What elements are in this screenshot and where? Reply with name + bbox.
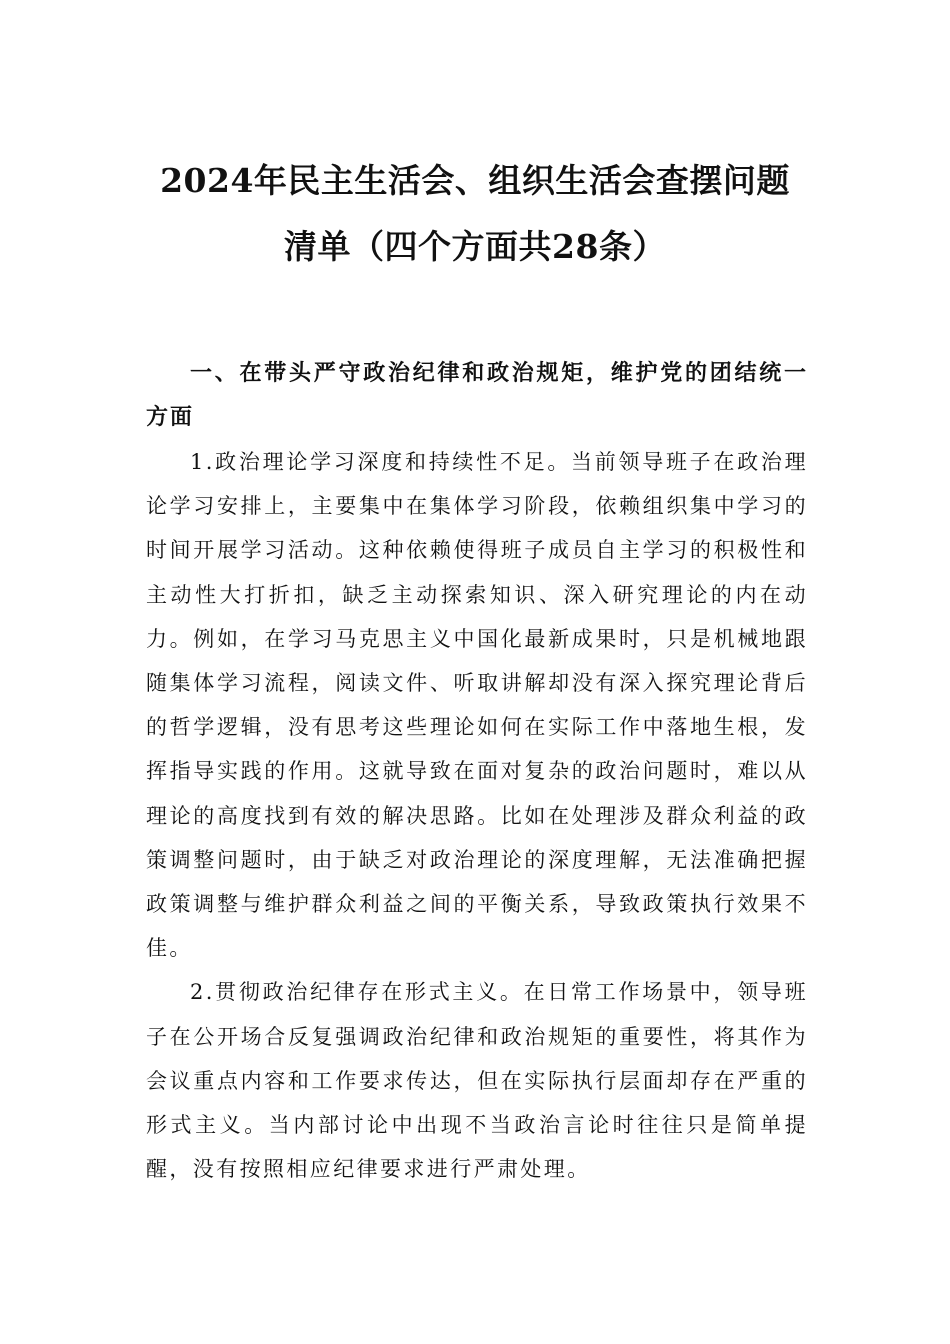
list-item-2: 2.贯彻政治纪律存在形式主义。在日常工作场景中，领导班子在公开场合反复强调政治纪律和政治规矩的重要性，将其作为会议重点内容和工作要求传达，但在实际执行层面却存在严重的形式主义。当内部讨论中出现不当政治言论时往往只是简单提醒，没有按照相应纪律要求进行严肃处理。: [146, 980, 808, 1182]
title-line-1: 2024年民主生活会、组织生活会查摆问题: [160, 161, 790, 200]
section-heading-1: 一、在带头严守政治纪律和政治规矩，维护党的团结统一方面: [146, 361, 808, 430]
title-line-2: 清单（四个方面共28条）: [284, 227, 666, 266]
document-title: [100, 148, 850, 280]
list-item-1: 1.政治理论学习深度和持续性不足。当前领导班子在政治理论学习安排上，主要集中在集体学习阶段，依赖组织集中学习的时间开展学习活动。这种依赖使得班子成员自主学习的积极性和主动性大打折扣，缺乏主动探索知识、深入研究理论的内在动力。例如，在学习马克思主义中国化最新成果时，只是机械地跟随集体学习流程，阅读文件、听取讲解却没有深入探究理论背后的哲学逻辑，没有思考这些理论如何在实际工作中落地生根，发挥指导实践的作用。这就导致在面对复杂的政治问题时，难以从理论的高度找到有效的解决思路。比如在处理涉及群众利益的政策调整问题时，由于缺乏对政治理论的深度理解，无法准确把握政策调整与维护群众利益之间的平衡关系，导致政策执行效果不佳。: [146, 450, 808, 961]
document-body: [146, 352, 808, 1191]
